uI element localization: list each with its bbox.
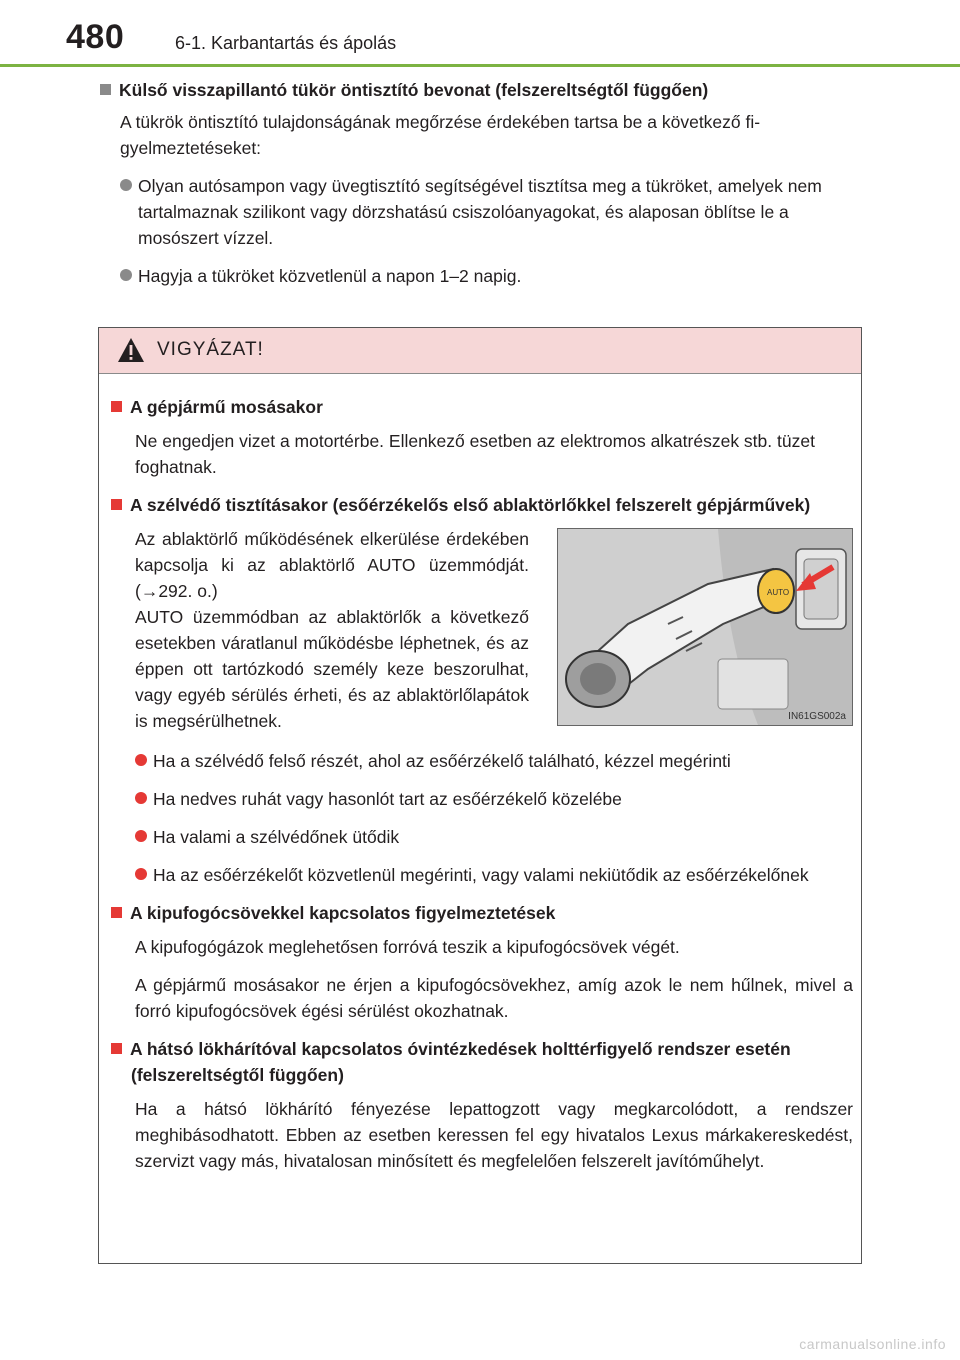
section-title: Külső visszapillantó tükör öntisztító bevonat (felszereltségtől függően): [100, 80, 870, 101]
page-number: 480: [66, 18, 125, 56]
warning-paragraph: A gépjármű mosásakor ne érjen a kipufogócsövekhez, amíg azok le nem hűlnek, mivel a forró kipufogócsövek égési sérülést okozhatnak.: [135, 975, 853, 1021]
page-header: [0, 0, 960, 64]
square-bullet-icon: [100, 84, 111, 95]
list-item: Ha valami a szélvédőnek ütődik: [135, 824, 853, 850]
list-item: Ha az esőérzékelőt közvetlenül megérinti, vagy valami nekiütődik az esőérzékelőnek: [135, 862, 853, 888]
warning-section-title: A hátsó lökhárítóval kapcsolatos óvintézkedések holttérfigyelő rendszer esetén (felszereltségtől függően): [111, 1036, 853, 1088]
warning-paragraph: Ha a hátsó lökhárító fényezése lepattogzott vagy megkarcolódott, a rendszer meghibásodhatott. Ebben az esetben keressen fel egy hivatalos Lexus márkakereskedést, szervizt vagy más, hivatalosan minősített és megfelelően felszerelt javítóműhelyt.: [135, 1099, 853, 1171]
warning-section-title: A szélvédő tisztításakor (esőérzékelős első ablaktörlőkkel felszerelt gépjárművek): [111, 492, 853, 518]
mirror-coating-section: [100, 80, 870, 301]
circle-bullet-icon: [135, 868, 147, 880]
list-item: Ha a szélvédő felső részét, ahol az esőérzékelő található, kézzel megérinti: [135, 748, 853, 774]
list-item: Ha nedves ruhát vagy hasonlót tart az esőérzékelő közelébe: [135, 786, 853, 812]
wiper-figure-row: [111, 526, 853, 742]
warning-paragraph: A kipufogógázok meglehetősen forróvá teszik a kipufogócsövek végét.: [135, 937, 680, 957]
header-divider: [0, 64, 960, 67]
wiper-instructions: Az ablaktörlő működésének elkerülése érdekében kapcsolja ki az ablaktörlő AUTO üzemmódját. (→292. o.) AUTO üzemmódban az ablaktörlők a következő esetekben váratlanul működésbe léphetnek, és az éppen ott tartózkodó személy keze beszorulhat, vagy egyéb sérülés érheti, és az ablaktörlőlapátok is megsérülhetnek.: [135, 529, 529, 731]
wiper-lever-image: [558, 529, 852, 725]
square-bullet-icon: [111, 401, 122, 412]
square-bullet-icon: [111, 907, 122, 918]
square-bullet-icon: [111, 1043, 122, 1054]
warning-header: [99, 328, 861, 374]
circle-bullet-icon: [135, 830, 147, 842]
circle-bullet-icon: [135, 754, 147, 766]
list-item: Olyan autósampon vagy üvegtisztító segítségével tisztítsa meg a tükröket, amelyek nem tartalmaznak szilikont vagy dörzshatású csiszolóanyagokat, és alaposan öblítse le a mosószert vízzel.: [120, 173, 870, 251]
circle-bullet-icon: [120, 179, 132, 191]
list-item: Hagyja a tükröket közvetlenül a napon 1–2 napig.: [120, 263, 870, 289]
section-intro: A tükrök öntisztító tulajdonságának megőrzése érdekében tartsa be a következő figyelmeztetéseket:: [120, 112, 761, 158]
auto-button-label: AUTO: [767, 588, 790, 597]
square-bullet-icon: [111, 499, 122, 510]
chapter-title: 6-1. Karbantartás és ápolás: [175, 33, 397, 53]
figure-code: IN61GS002a: [788, 711, 846, 722]
circle-bullet-icon: [135, 792, 147, 804]
warning-triangle-icon: [117, 337, 145, 363]
circle-bullet-icon: [120, 269, 132, 281]
warning-section-title: A kipufogócsövekkel kapcsolatos figyelmeztetések: [111, 900, 853, 926]
wiper-lever-illustration: [557, 528, 853, 726]
warning-paragraph: Ne engedjen vizet a motortérbe. Ellenkező esetben az elektromos alkatrészek stb. tüzet foghatnak.: [135, 431, 815, 477]
warning-body: [99, 374, 861, 1174]
warning-section-title: A gépjármű mosásakor: [111, 394, 853, 420]
warning-box: [98, 327, 862, 1264]
warning-label: VIGYÁZAT!: [157, 339, 264, 360]
watermark: carmanualsonline.info: [799, 1336, 946, 1352]
arrow-right-icon: →: [140, 581, 159, 601]
